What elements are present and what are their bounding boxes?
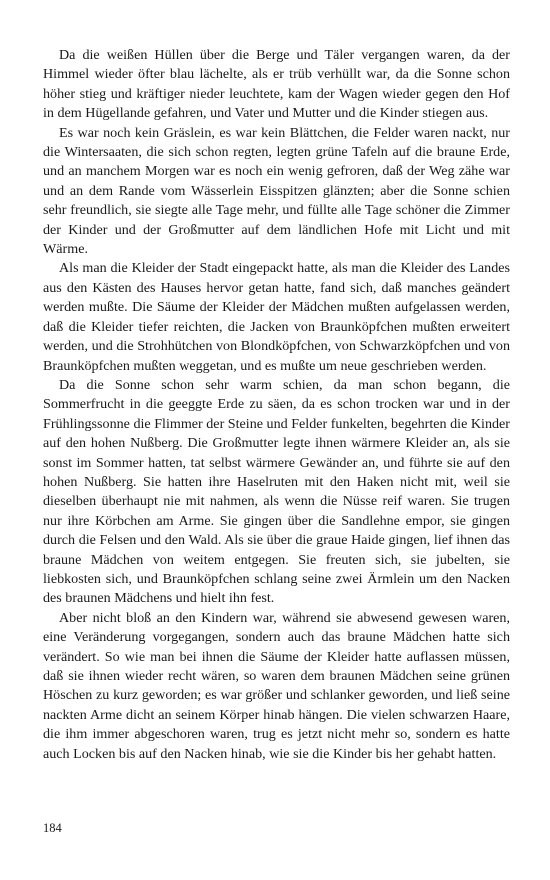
paragraph-3: Als man die Kleider der Stadt eingepackt hatte, als man die Kleider des Landes aus den Kästen des Hauses hervor getan hatte, fand sich, daß manches geändert werden mußte. Die Säume der Kleider der Mädchen mußten aufgelassen werden, daß die Kleider tiefer reichten, die Jacken von Braunköpfchen mußten erweitert werden, und die Strohhütchen von Blondköpfchen, von Schwarzköpfchen und von Braunköpfchen mußten weggetan, und es mußte um neue geschrieben werden. — [43, 260, 510, 374]
text-block — [43, 46, 510, 764]
paragraph-1: Da die weißen Hüllen über die Berge und Täler vergangen waren, da der Himmel wieder öfter blau lächelte, als er trüb verhüllt war, da die Sonne schon höher stieg und kräftiger nieder leuchtete, kam der Wagen wieder gegen den Hof in dem Hügellande gefahren, und Vater und Mutter und die Kinder stiegen aus. — [43, 47, 510, 122]
paragraph-5: Aber nicht bloß an den Kindern war, während sie abwesend gewesen waren, eine Veränderung vorgegangen, sondern auch das braune Mädchen hatte sich verändert. So wie man bei ihnen die Säume der Kleider hatte auflassen müssen, daß sie ihnen wieder recht wären, so waren dem braunen Mädchen seine grünen Höschen zu kurz geworden; es war größer und schlanker geworden, und ließ seine nackten Arme dicht an seinem Körper hinab hängen. Die vielen schwarzen Haare, die ihm immer abgeschoren waren, trug es jetzt nicht mehr so, sondern es hatte auch Locken bis auf den Nacken hinab, wie sie die Kinder bis her gehabt hatten. — [43, 609, 510, 762]
paragraph-2: Es war noch kein Gräslein, es war kein Blättchen, die Felder waren nackt, nur die Wintersaaten, die sich schon regten, legten grüne Tafeln auf die braune Erde, und an manchem Morgen war es noch ein wenig gefroren, daß der Weg zähe war und an dem Rande vom Wässerlein Eisspitzen glänzten; aber die Sonne schien sehr freundlich, sie siegte alle Tage mehr, und füllte alle Tage schöner die Zimmer der Kinder und der Großmutter auf dem ländlichen Hofe mit Licht und mit Wärme. — [43, 124, 510, 258]
page-number: 184 — [43, 821, 62, 835]
paragraph-4: Da die Sonne schon sehr warm schien, da man schon begann, die Sommerfrucht in die geeggte Erde zu säen, da es schon trocken war und in der Frühlingssonne die Flimmer der Steine und Felder funkelten, begehrten die Kinder auf den hohen Nußberg. Die Großmutter legte ihnen wärmere Kleider an, als sie sonst im Sommer hatten, tat selbst wärmere Gewänder an, und führte sie auf den hohen Nußberg. Sie hatten ihre Haselruten mit den Haken nicht mit, weil sie dieselben überhaupt nie mit nahmen, als wenn die Nüsse reif waren. Sie trugen nur ihre Körbchen am Arme. Sie gingen über die Sandlehne empor, sie gingen durch die Felsen und den Wald. Als sie über die graue Haide gingen, lief ihnen das braune Mädchen von weitem entgegen. Sie freuten sich, sie jubelten, sie liebkosten sich, und Braunköpfchen schlang seine zwei Ärmlein um den Nacken des braunen Mädchens und hielt ihn fest. — [43, 376, 510, 607]
